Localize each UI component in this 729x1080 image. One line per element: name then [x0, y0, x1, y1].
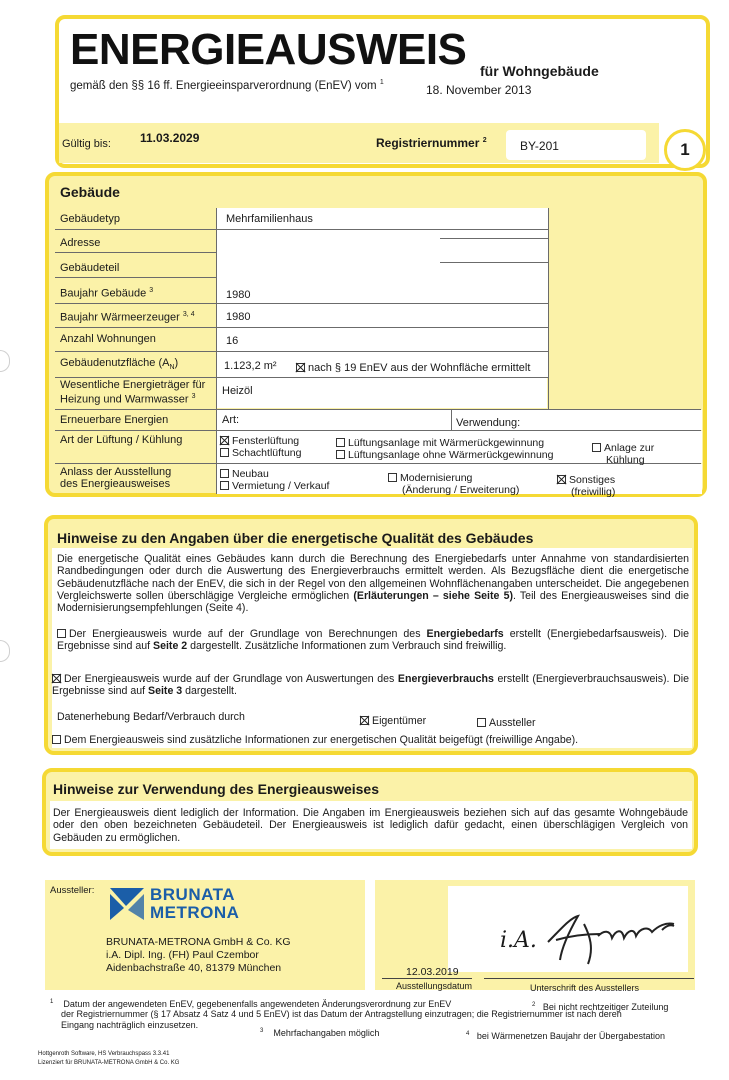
- vent-cooling: Anlage zur Kühlung: [592, 442, 654, 466]
- issuer-label: Aussteller:: [50, 885, 95, 896]
- checkbox-modernization[interactable]: [388, 473, 397, 482]
- checkbox-demand[interactable]: [57, 629, 66, 638]
- quality-notes-title: Hinweise zu den Angaben über die energetische Qualität des Gebäudes: [57, 530, 534, 546]
- vent-without-recovery: Lüftungsanlage ohne Wärmerückgewinnung: [336, 449, 553, 461]
- vent-window: Fensterlüftung: [220, 435, 299, 447]
- handwritten-signature: [540, 900, 690, 972]
- data-issuer: Aussteller: [477, 717, 536, 729]
- signature-label: Unterschrift des Ausstellers: [530, 983, 640, 993]
- building-title: Gebäude: [60, 184, 120, 200]
- label-building-type: Gebäudetyp: [60, 213, 120, 225]
- checkbox-rent-sale[interactable]: [220, 481, 229, 490]
- label-issue-reason: Anlass der Ausstellung des Energieausweises: [60, 466, 172, 490]
- valid-until-value: 11.03.2029: [140, 131, 200, 145]
- footnote-1-end: Eingang nachträglich einzusetzen.: [61, 1020, 199, 1030]
- footnote-1: $^1$ Datum der angewendeten EnEV, gegebenenfalls angewendeten Änderungsverordnung zur EnEV: [50, 999, 452, 1009]
- label-building-part: Gebäudeteil: [60, 262, 120, 274]
- value-units: 16: [226, 335, 239, 347]
- energy-value-cell: [216, 378, 547, 408]
- vent-with-recovery: Lüftungsanlage mit Wärmerückgewinnung: [336, 437, 544, 449]
- value-column: [216, 208, 548, 378]
- renewable-type: Art:: [222, 414, 240, 426]
- checkbox-new-building[interactable]: [220, 469, 229, 478]
- value-energy-carrier: Heizöl: [222, 385, 253, 397]
- checkbox-vent-recovery[interactable]: [336, 438, 345, 447]
- signature-text: i.A.: [500, 928, 537, 953]
- issue-date: 12.03.2019: [406, 966, 459, 978]
- issuer-address: BRUNATA-METRONA GmbH & Co. KG i.A. Dipl. Ing. (FH) Paul Czembor Aidenbachstraße 40, 81379 München: [106, 936, 291, 974]
- checkbox-additional[interactable]: [52, 735, 61, 744]
- label-floor-area: Gebäudenutzfläche $(A_N)$: [60, 357, 179, 372]
- reason-new: Neubau: [220, 468, 269, 480]
- demand-option: Der Energieausweis wurde auf der Grundlage von Berechnungen des Energiebedarfs erstellt (Energiebedarfsausweis). Die Ergebnisse sind auf Seite 2 dargestellt. Zusätzliche Informationen zum Verbrauch sind freiwillig.: [57, 628, 689, 653]
- checkbox-vent-window[interactable]: [220, 436, 229, 445]
- logo-text: BRUNATA METRONA: [150, 885, 240, 922]
- value-construction-year: 1980: [226, 289, 251, 301]
- footnote-2: $^2$ Bei nicht rechtzeitiger Zuteilung: [532, 1002, 669, 1012]
- checkbox-cooling[interactable]: [592, 443, 601, 452]
- document-title: ENERGIEAUSWEIS: [70, 25, 467, 74]
- value-floor-area: 1.123,2 m²: [224, 360, 277, 372]
- valid-until-label: Gültig bis:: [62, 138, 111, 150]
- vent-shaft: Schachtlüftung: [220, 447, 301, 459]
- label-address: Adresse: [60, 237, 101, 249]
- label-renewable: Erneuerbare Energien: [60, 414, 169, 426]
- usage-notes-text: Der Energieausweis dient lediglich der Information. Die Angaben im Energieausweis beziehen sich auf das gesamte Wohngebäude oder den oben bezeichneten Gebäudeteil. Der Energieausweis ist lediglich dafür gedacht, einen überschlägigen Vergleich von Gebäuden zu ermöglichen.: [53, 807, 688, 844]
- label-units: Anzahl Wohnungen: [60, 333, 156, 345]
- value-building-type: Mehrfamilienhaus: [226, 213, 313, 225]
- checkbox-consumption[interactable]: [52, 674, 61, 683]
- label-energy-carrier: Wesentliche Energieträger für Heizung und Warmwasser $^3$: [60, 379, 206, 406]
- document-subtitle: für Wohngebäude: [480, 63, 599, 79]
- checkbox-vent-no-recovery[interactable]: [336, 450, 345, 459]
- checkbox-area-note[interactable]: [296, 363, 305, 372]
- value-heater-year: 1980: [226, 311, 251, 323]
- page-number: 1: [664, 129, 706, 171]
- floor-area-note: nach § 19 EnEV aus der Wohnfläche ermittelt: [296, 362, 530, 374]
- punch-hole: [0, 640, 10, 662]
- checkbox-owner[interactable]: [360, 716, 369, 725]
- checkbox-other[interactable]: [557, 475, 566, 484]
- registration-value: BY-201: [520, 139, 559, 153]
- reason-rent-sale: Vermietung / Verkauf: [220, 480, 329, 492]
- registration-label: Registriernummer $^2$: [376, 136, 487, 150]
- consumption-option: Der Energieausweis wurde auf der Grundlage von Auswertungen des Energieverbrauchs erstellt (Energieverbrauchsausweis). Die Ergebnisse sind auf Seite 3 dargestellt.: [52, 673, 689, 698]
- additional-info: Dem Energieausweis sind zusätzliche Informationen zur energetischen Qualität beigefügt (freiwillige Angabe).: [52, 734, 578, 746]
- reason-modernization: Modernisierung (Änderung / Erweiterung): [388, 472, 519, 496]
- footnote-4: $^4$ bei Wärmenetzen Baujahr der Übergabestation: [466, 1031, 665, 1041]
- label-heater-year: Baujahr Wärmeerzeuger $^{3, 4}$: [60, 311, 195, 324]
- checkbox-vent-shaft[interactable]: [220, 448, 229, 457]
- issue-date-label: Ausstellungsdatum: [396, 981, 473, 991]
- checkbox-issuer[interactable]: [477, 718, 486, 727]
- footnote-3: $^3$ Mehrfachangaben möglich: [260, 1028, 380, 1038]
- renewable-use: Verwendung:: [456, 417, 521, 429]
- punch-hole: [0, 350, 10, 372]
- usage-notes-title: Hinweise zur Verwendung des Energieausweises: [53, 781, 380, 797]
- data-owner: Eigentümer: [360, 715, 426, 727]
- reason-other: Sonstiges (freiwillig): [557, 474, 615, 498]
- license-note: Lizenziert für BRUNATA-METRONA GmbH & Co. KG: [38, 1060, 180, 1066]
- legal-basis: gemäß den §§ 16 ff. Energieeinsparverordnung (EnEV) vom $^1$: [70, 79, 384, 92]
- brunata-logo-icon: [106, 884, 148, 924]
- label-ventilation: Art der Lüftung / Kühlung: [60, 434, 183, 446]
- data-collection-label: Datenerhebung Bedarf/Verbrauch durch: [57, 711, 245, 723]
- label-construction-year: Baujahr Gebäude $^3$: [60, 287, 154, 300]
- footnote-1-cont: der Registriernummer (§ 17 Absatz 4 Satz 4 und 5 EnEV) ist das Datum der Antragstellung einzutragen; die Registriernummer ist nach deren: [61, 1009, 622, 1019]
- software-note: Hottgenroth Software, HS Verbrauchspass 3.3.41: [38, 1051, 170, 1057]
- enev-date: 18. November 2013: [426, 83, 532, 97]
- quality-notes-intro: Die energetische Qualität eines Gebäudes kann durch die Berechnung des Energiebedarfs unter Annahme von standardisierten Randbedingungen oder durch die Auswertung des Energieverbrauchs ermittelt werden. Als Bezugsfläche dient die energetische Gebäudenutzfläche nach der EnEV, die sich in der Regel von den allgemeinen Wohnflächenangaben unterscheidet. Die angegebenen Vergleichswerte sollen überschlägige Vergleiche ermöglichen (Erläuterungen – siehe Seite 5). Teil des Energieausweises sind die Modernisierungsempfehlungen (Seite 4).: [57, 553, 689, 615]
